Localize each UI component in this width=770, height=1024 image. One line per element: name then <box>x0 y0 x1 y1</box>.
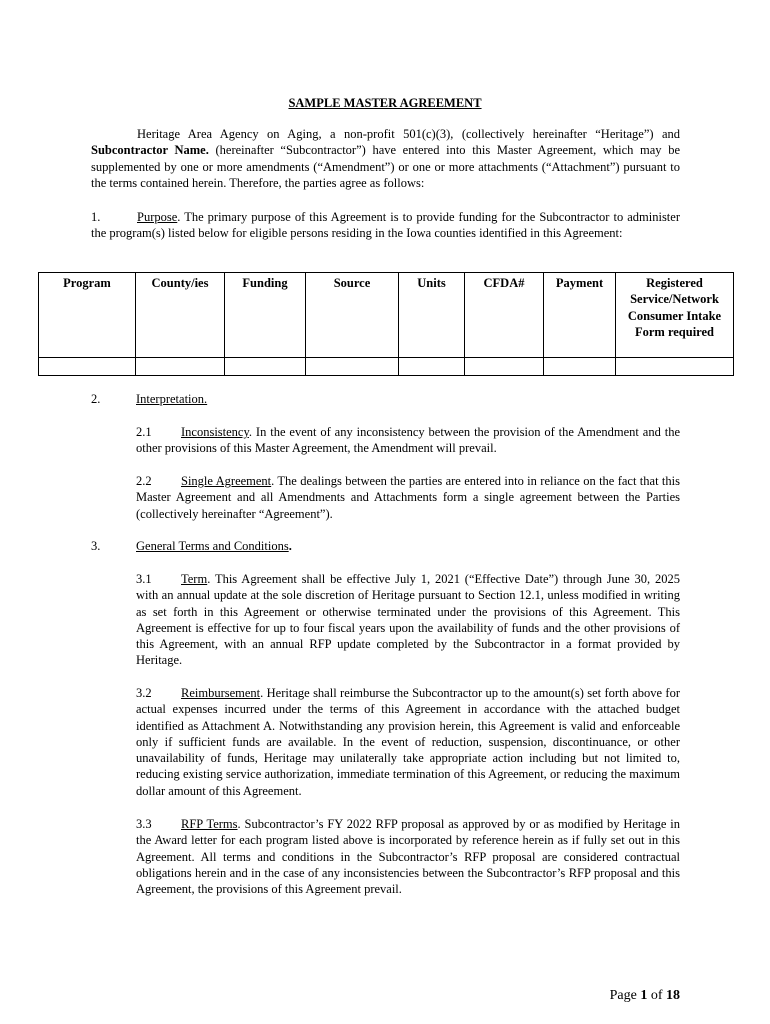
intro-text-end: (hereinafter “Subcontractor”) have entered into this Master Agreement, which may be supplemented by one or more amendments (“Amendment”) or one or more attachments (“Attachment”) pursuant to the terms contained herein. Therefore, the parties agree as follows: <box>91 143 680 190</box>
section-3-2-text: . Heritage shall reimburse the Subcontractor up to the amount(s) set forth above for actual expenses incurred under the terms of this Agreement in accordance with the attached budget identified as Attachment A. Notwithstanding any provision herein, this Agreement is valid and enforceable only if sufficient funds are available. In the event of reduction, suspension, discontinuance, or other unavailability of funds, Heritage may unilaterally take appropriate action including but not limited to, reducing existing service authorization, immediate termination of this Agreement, or reducing the maximum dollar amount of this Agreement. <box>136 686 680 798</box>
table-cell[interactable] <box>399 358 465 376</box>
section-2-1 <box>136 424 680 457</box>
section-1-text: . The primary purpose of this Agreement is to provide funding for the Subcontractor to administer the program(s) listed below for eligible persons residing in the Iowa counties identified in this Agreement: <box>91 210 680 241</box>
table-cell[interactable] <box>39 358 136 376</box>
section-3-3-text: . Subcontractor’s FY 2022 RFP proposal as approved by or as modified by Heritage in the Award letter for each program listed above is incorporated by reference herein as if fully set out in this Agreement. All terms and conditions in the Subcontractor’s RFP proposal are considered contractual obligations herein and in the case of any inconsistencies between the Subcontractor’s RFP proposal and this Agreement, the provisions of this Agreement prevail. <box>136 817 680 897</box>
section-3-heading-period: . <box>288 539 292 553</box>
page-word: Page <box>609 988 641 1003</box>
section-3-2-heading: Reimbursement <box>181 686 261 700</box>
intro-paragraph <box>91 126 680 191</box>
intro-text-start: Heritage Area Agency on Aging, a non-profit 501(c)(3), (collectively hereinafter “Heritage”) and <box>137 127 680 141</box>
column-header-cfda: CFDA# <box>465 273 544 358</box>
section-2-2-number: 2.2 <box>136 474 152 488</box>
column-header-payment: Payment <box>544 273 616 358</box>
section-3-3 <box>136 816 680 897</box>
table-cell[interactable] <box>306 358 399 376</box>
section-3-1-text: . This Agreement shall be effective July 1, 2021 (“Effective Date”) through June 30, 2025 with an annual update at the sole discretion of Heritage pursuant to Section 12.1, unless modified in writing as set forth in this Agreement or otherwise terminated under the provisions of this Agreement. This Agreement is effective for up to four fiscal years upon the availability of funds and the other provisions of this Agreement, with an annual RFP update completed by the Subcontractor in a format provided by Heritage. <box>136 572 680 668</box>
section-3-1-number: 3.1 <box>136 572 152 586</box>
current-page: 1 <box>640 988 648 1003</box>
program-table <box>38 272 734 376</box>
section-2-2-text: . The dealings between the parties are entered into in reliance on the fact that this Master Agreement and all Amendments and Attachments form a single agreement between the Parties (collectively hereinafter “Agreement”). <box>136 474 680 521</box>
table-cell[interactable] <box>465 358 544 376</box>
section-2-1-text: . In the event of any inconsistency between the provision of the Amendment and the other provisions of this Master Agreement, the Amendment will prevail. <box>136 425 680 456</box>
of-word: of <box>647 988 666 1003</box>
section-3-1-heading: Term <box>181 572 208 586</box>
section-3-number: 3. <box>91 539 101 553</box>
column-header-program: Program <box>39 273 136 358</box>
column-header-units: Units <box>399 273 465 358</box>
section-1-purpose <box>91 209 680 242</box>
subcontractor-name: Subcontractor Name. <box>91 143 209 158</box>
section-3-3-heading: RFP Terms <box>181 817 238 831</box>
section-3-2 <box>136 685 680 799</box>
section-3-title <box>136 538 292 554</box>
table-header-row <box>39 273 734 358</box>
section-2-2-heading: Single Agreement <box>181 474 272 488</box>
section-3-heading: General Terms and Conditions <box>136 539 289 553</box>
section-2-1-heading: Inconsistency <box>181 425 249 439</box>
table-cell[interactable] <box>616 358 734 376</box>
section-3-3-number: 3.3 <box>136 817 152 831</box>
column-header-source: Source <box>306 273 399 358</box>
table-cell[interactable] <box>544 358 616 376</box>
document-title: SAMPLE MASTER AGREEMENT <box>288 96 482 110</box>
table-cell[interactable] <box>136 358 225 376</box>
column-header-registered-service: Registered Service/Network Consumer Intake Form required <box>616 273 734 358</box>
section-2-2 <box>136 473 680 522</box>
column-header-funding: Funding <box>225 273 306 358</box>
section-3-2-number: 3.2 <box>136 686 152 700</box>
section-1-number: 1. <box>91 210 101 224</box>
column-header-counties: County/ies <box>136 273 225 358</box>
page-number <box>610 988 680 1004</box>
section-2-heading: Interpretation. <box>136 392 208 406</box>
section-3-1 <box>136 571 680 669</box>
section-2-1-number: 2.1 <box>136 425 152 439</box>
total-pages: 18 <box>666 988 680 1003</box>
table-row <box>39 358 734 376</box>
section-1-heading: Purpose <box>137 210 178 224</box>
section-2-number: 2. <box>91 392 101 406</box>
table-cell[interactable] <box>225 358 306 376</box>
